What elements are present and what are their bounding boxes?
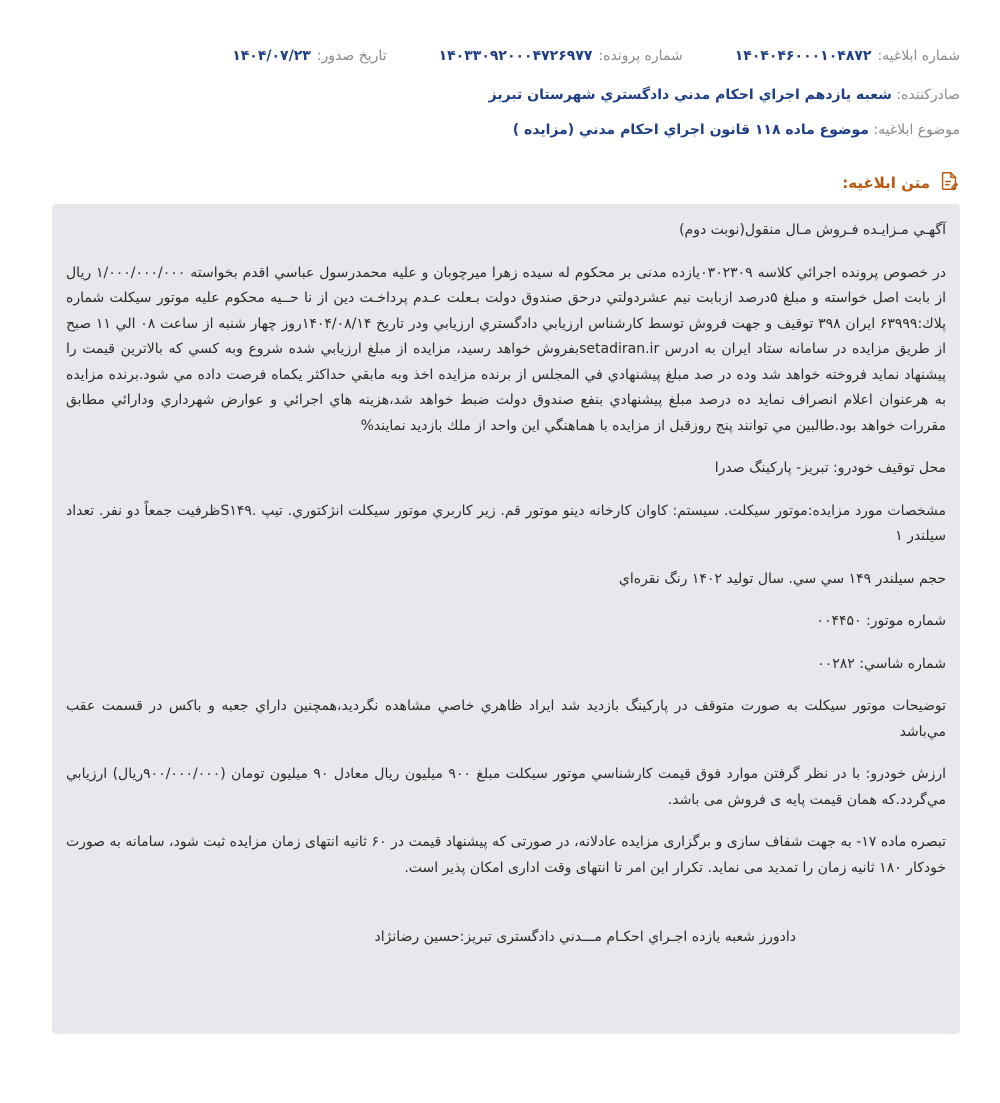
- issue-date-value: ۱۴۰۴/۰۷/۲۳: [232, 48, 311, 64]
- paragraph-description: توضيحات موتور سيكلت به صورت متوقف در پاركينگ بازديد شد ايراد ظاهري خاصي مشاهده نگرديد،همچنين داراي جعبه و باكس در قسمت عقب مي‌باشد: [66, 698, 946, 740]
- paragraph-engine-number: شماره موتور: ۰۰۴۴۵۰: [816, 613, 946, 629]
- notice-number: [735, 48, 960, 64]
- paragraph-engine-volume: حجم سيلندر ۱۴۹ سي سي. سال توليد ۱۴۰۲ رنگ نقره‌اي: [618, 570, 946, 587]
- notice-text-heading: [842, 170, 960, 196]
- paragraph-seizure-location: محل توقيف خودرو: تبريز- پاركينگ صدرا: [714, 460, 946, 476]
- notice-number-value: ۱۴۰۴۰۴۶۰۰۰۱۰۴۸۷۲: [734, 48, 872, 64]
- signature-line: دادورز شعبه يازده اجـراي احكـام مـــدني دادگستری تبریز:حسين رضانژاد: [374, 929, 796, 945]
- subject-line: [40, 122, 960, 138]
- paragraph-case-details: در خصوص پرونده اجرائي كلاسه ۰۳۰۲۳۰۹يازده مدنی بر محکوم له سيده زهرا ميرچوبان و عليه محمدرسول عباسي اقدم بخواسته ۱/۰۰۰/۰۰۰/۰۰۰ ريال از بابت اصل خواسته و مبلغ ۵درصد ازبابت نيم عشردولتي درحق صندوق دولت بـعلت عـدم پرداخـت دين از نا حــيه محكوم عليه موتور سيكلت شماره پلاك:۶۳۹۹۹ ايران ۳۹۸ توقيف و جهت فروش توسط كارشناس ارزيابي دادگستري ارزيابي ودر تاريخ ۱۴۰۴/۰۸/۱۴روز چهار شنبه از ساعت ۰۸ الي ۱۱ صبح از طريق مزايده در سامانه ستاد ايران به ادرس setadiran.irبفروش خواهد رسيد، مزايده از مبلغ ارزيابي شده شروع وبه كسي كه بالاترين قيمت را پيشنهاد نمايد فروخته خواهد شد وده در صد مبلغ پيشنهادي في المجلس از برنده مزايده اخذ وبه مابقي حداكثر يكماه فرصت داده مي شود.برنده مزايده به هرعنوان اعلام انصراف نمايد ده درصد مبلغ پيشنهادي بنفع صندوق دولت ضبط خواهد شد،هزينه هاي اجرائي و عوارض شهرداري ودارائي مطابق مقررات خواهد بود.طالبين مي توانند پنج روزقبل از مزايده با هماهنگي اين واحد از ملك بازديد نمايند%: [66, 264, 947, 434]
- notice-content-box: [52, 204, 960, 1034]
- paragraph-note-article-17: تبصره ماده ۱۷- به جهت شفاف سازی و برگزاری مزایده عادلانه، در صورتی که پیشنهاد قیمت در ۶۰ ثانیه انتهای زمان مزایده ثبت شود، سامانه به صورت خودکار ۱۸۰ ثانیه زمان را تمدید می نماید. تکرار این امر تا انتهای وقت اداری امکان پذیر است.: [66, 834, 946, 876]
- issuer-value: شعبه يازدهم اجراي احکام مدني دادگستري شهرستان تبريز: [488, 87, 892, 103]
- auction-title: آگهـي مـزايـده فـروش مـال منقول(نوبت دوم): [679, 222, 946, 238]
- case-number-value: ۱۴۰۳۳۰۹۲۰۰۰۴۷۲۶۹۷۷: [438, 48, 593, 64]
- notice-meta-row: [40, 48, 960, 64]
- paragraph-valuation: ارزش خودرو: با در نظر گرفتن موارد فوق قيمت كارشناسي موتور سيكلت مبلغ ۹۰۰ ميليون ريال معادل ۹۰ ميليون تومان (۹۰۰/۰۰۰/۰۰۰ريال) ارزيابي مي‌گردد.که همان قیمت پایه ی فروش می باشد.: [66, 766, 946, 808]
- subject-value: موضوع ماده ۱۱۸ قانون اجراي احکام مدني (مزايده ): [512, 122, 869, 138]
- issuer-label: صادرکننده:: [896, 87, 960, 103]
- notice-number-label: شماره ابلاغيه:: [877, 48, 960, 64]
- document-edit-icon: [938, 170, 960, 196]
- case-number: [439, 48, 683, 64]
- paragraph-item-specs: مشخصات مورد مزايده:موتور سيكلت. سيستم: كاوان كارخانه دينو موتور قم. زير كاربري موتور سيكلت انژكتوري. تيپ .S۱۴۹ظرفيت جمعاً دو نفر. تعداد سيلندر ۱: [66, 502, 946, 544]
- issuer-line: [40, 87, 960, 103]
- notice-text-heading-label: متن ابلاغيه:: [842, 174, 930, 192]
- case-number-label: شماره پرونده:: [598, 48, 683, 64]
- issue-date-label: تاريخ صدور:: [316, 48, 387, 64]
- issue-date: [232, 48, 386, 64]
- paragraph-chassis-number: شماره شاسي: ۰۰۲۸۲: [817, 655, 946, 672]
- subject-label: موضوع ابلاغيه:: [873, 122, 960, 138]
